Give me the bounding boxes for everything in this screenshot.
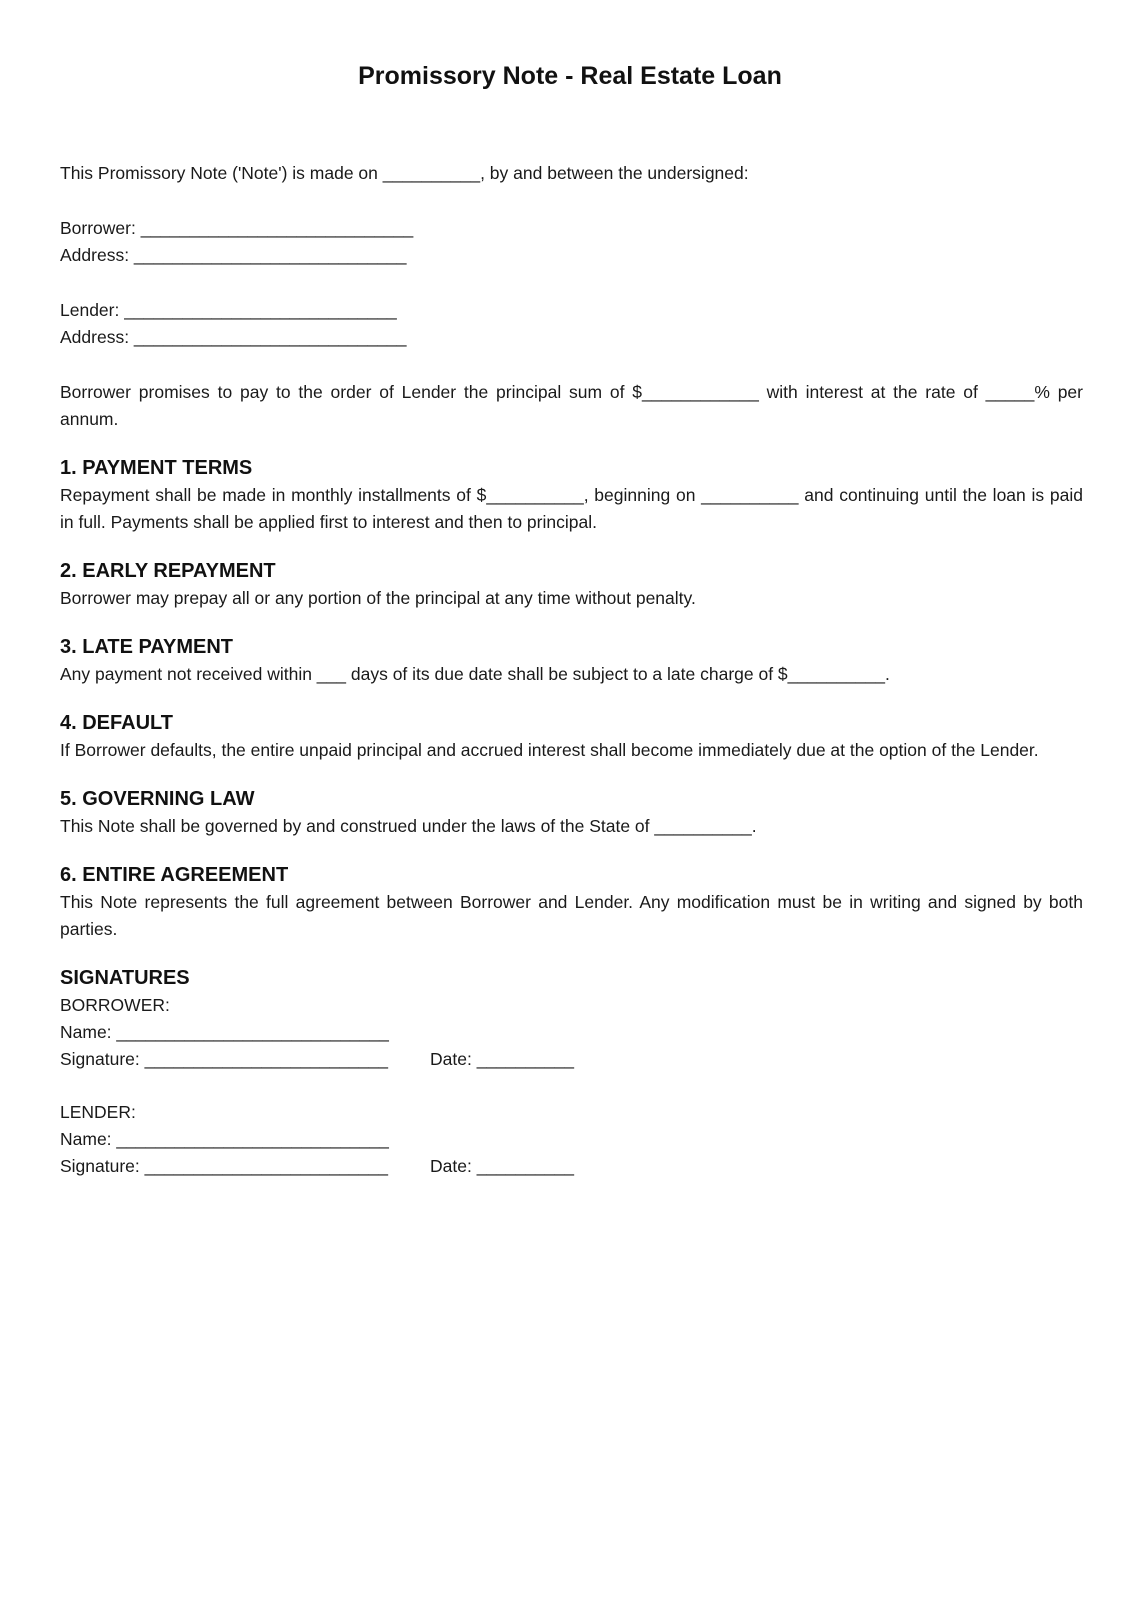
intro-text: This Promissory Note ('Note') is made on __________, by and between the undersigned: — [60, 163, 749, 183]
borrower-address-field: Address: ____________________________ — [60, 245, 407, 265]
borrower-signature-label: BORROWER: — [60, 995, 170, 1015]
section-default — [60, 710, 1083, 764]
section-heading: 3. LATE PAYMENT — [60, 636, 233, 658]
lender-signature-row — [60, 1153, 1083, 1180]
section-early-repayment — [60, 558, 1083, 612]
section-body: This Note shall be governed by and construed under the laws of the State of __________. — [60, 816, 757, 836]
document-title: Promissory Note - Real Estate Loan — [358, 62, 782, 90]
section-heading: 1. PAYMENT TERMS — [60, 457, 253, 479]
section-heading: 6. ENTIRE AGREEMENT — [60, 864, 289, 886]
section-heading: 4. DEFAULT — [60, 712, 173, 734]
lender-block — [60, 297, 1083, 351]
section-governing-law — [60, 786, 1083, 840]
section-entire-agreement — [60, 862, 1083, 943]
section-payment-terms — [60, 455, 1083, 536]
lender-signature-label: LENDER: — [60, 1102, 136, 1122]
borrower-block — [60, 215, 1083, 269]
principal-text: Borrower promises to pay to the order of Lender the principal sum of $____________ with interest at the rate of _____% per annum. — [60, 382, 1083, 429]
lender-field: Lender: ____________________________ — [60, 300, 397, 320]
lender-signature-field: Signature: _________________________ — [60, 1156, 388, 1176]
section-body: If Borrower defaults, the entire unpaid principal and accrued interest shall become immediately due at the option of the Lender. — [60, 740, 1039, 760]
borrower-signature-row — [60, 1046, 1083, 1073]
lender-signature-block — [60, 1099, 1083, 1180]
section-heading: 2. EARLY REPAYMENT — [60, 560, 276, 582]
lender-date-field: Date: __________ — [430, 1156, 575, 1176]
lender-name-field: Name: ____________________________ — [60, 1129, 389, 1149]
lender-address-field: Address: ____________________________ — [60, 327, 407, 347]
borrower-name-field: Name: ____________________________ — [60, 1022, 389, 1042]
borrower-signature-block — [60, 992, 1083, 1073]
section-body: Any payment not received within ___ days of its due date shall be subject to a late charge of $__________. — [60, 664, 890, 684]
signatures-section — [60, 965, 1083, 1180]
borrower-date-field: Date: __________ — [430, 1049, 575, 1069]
borrower-signature-field: Signature: _________________________ — [60, 1049, 388, 1069]
signatures-heading: SIGNATURES — [60, 967, 190, 989]
section-body: Repayment shall be made in monthly installments of $__________, beginning on __________ and continuing until the loan is paid in full. Payments shall be applied first to interest and then to principal. — [60, 485, 1083, 532]
section-heading: 5. GOVERNING LAW — [60, 788, 255, 810]
section-late-payment — [60, 634, 1083, 688]
section-body: This Note represents the full agreement between Borrower and Lender. Any modification must be in writing and signed by both parties. — [60, 892, 1083, 939]
document-body — [60, 160, 1083, 1180]
section-body: Borrower may prepay all or any portion of the principal at any time without penalty. — [60, 588, 696, 608]
borrower-field: Borrower: ____________________________ — [60, 218, 414, 238]
